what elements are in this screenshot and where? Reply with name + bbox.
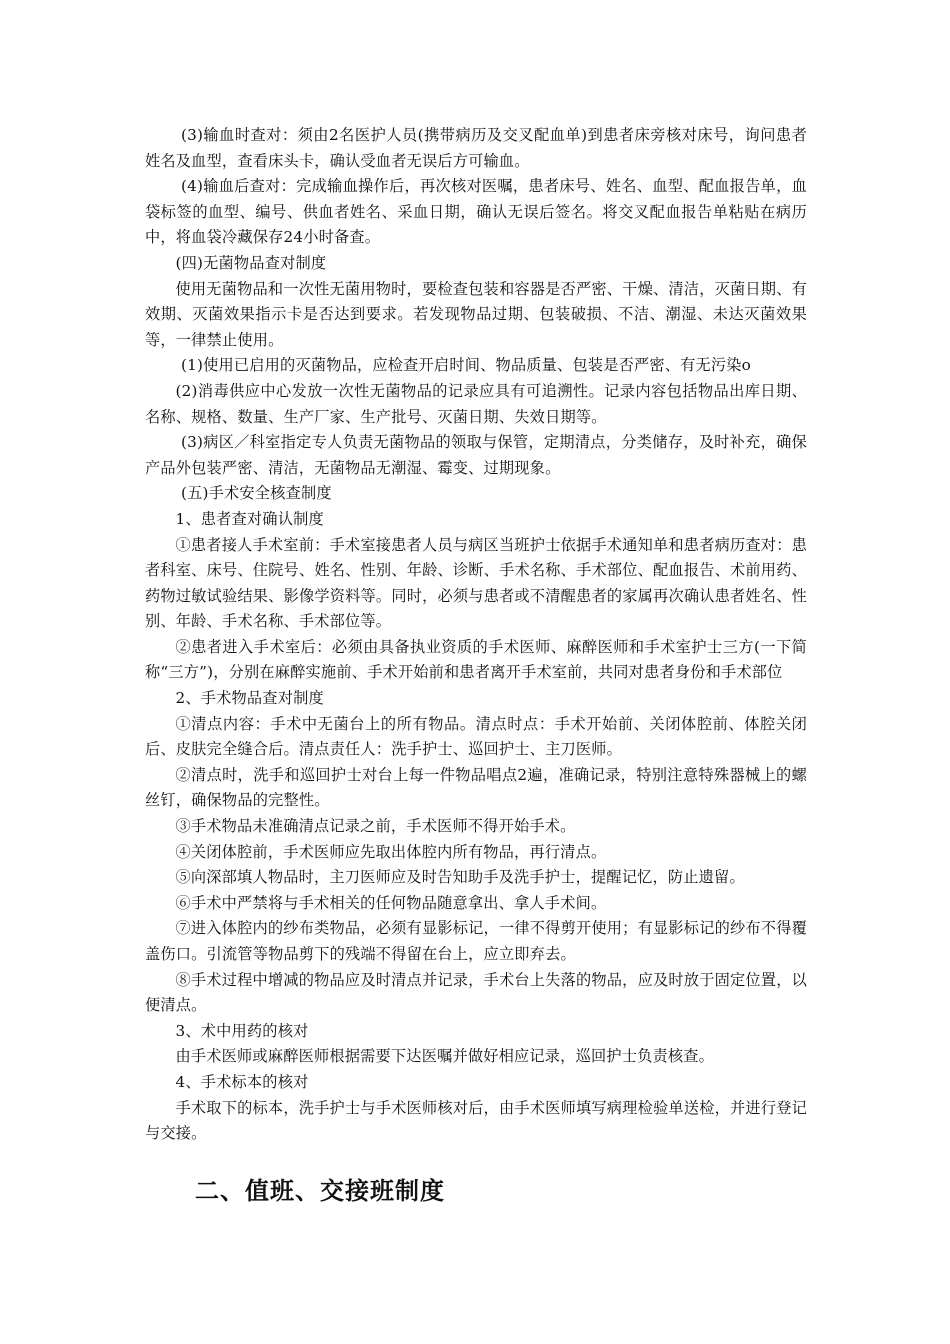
subheading-item-check: 2、手术物品查对制度 [175, 689, 324, 708]
document-body [145, 123, 807, 1147]
paragraph-transfusion-after: (4)输血后查对：完成输血操作后，再次核对医嘱，患者床号、姓名、血型、配血报告单，血袋标签的血型、编号、供血者姓名、采血日期，确认无误后签名。将交叉配血报告单粘贴在病历中，将血袋冷藏保存24小时备查。 [145, 177, 807, 247]
paragraph-item-check-6: ⑥手术中严禁将与手术相关的任何物品随意拿出、拿人手术间。 [175, 893, 607, 912]
paragraph-sterile-item-3: (3)病区／科室指定专人负责无菌物品的领取与保管，定期清点，分类储存，及时补充，确保产品外包装严密、清洁，无菌物品无潮湿、霉变、过期现象。 [145, 433, 807, 477]
paragraph-sterile-intro: 使用无菌物品和一次性无菌用物时，要检查包装和容器是否严密、干燥、清洁，灭菌日期、有效期、灭菌效果指示卡是否达到要求。若发现物品过期、包装破损、不洁、潮湿、未达灭菌效果等，一律禁止使用。 [145, 279, 807, 349]
paragraph-sterile-item-2: (2)消毒供应中心发放一次性无菌物品的记录应具有可追溯性。记录内容包括物品出库日期、名称、规格、数量、生产厂家、生产批号、灭菌日期、失效日期等。 [145, 381, 807, 426]
paragraph-patient-check-b: ②患者进入手术室后：必须由具备执业资质的手术医师、麻醉医师和手术室护士三方(一下简称“三方”)，分别在麻醉实施前、手术开始前和患者离开手术室前，共同对患者身份和手术部位 [145, 637, 807, 682]
subheading-sterile-check: (四)无菌物品查对制度 [175, 253, 327, 272]
paragraph-item-check-2: ②清点时，洗手和巡回护士对台上每一件物品唱点2遍，准确记录，特别注意特殊器械上的螺丝钉，确保物品的完整性。 [145, 765, 807, 810]
subheading-patient-check: 1、患者查对确认制度 [175, 509, 324, 528]
paragraph-item-check-8: ⑧手术过程中增减的物品应及时清点并记录，手术台上失落的物品，应及时放于固定位置，以便清点。 [145, 970, 807, 1015]
paragraph-item-check-1: ①清点内容：手术中无菌台上的所有物品。清点时点：手术开始前、关闭体腔前、体腔关闭后、皮肤完全缝合后。清点责任人：洗手护士、巡回护士、主刀医师。 [145, 714, 807, 759]
paragraph-medication-check: 由手术医师或麻醉医师根据需要下达医嘱并做好相应记录，巡回护士负责核查。 [175, 1047, 715, 1066]
paragraph-item-check-5: ⑤向深部填人物品时，主刀医师应及时告知助手及洗手护士，提醒记忆，防止遗留。 [175, 868, 745, 887]
subheading-medication-check: 3、术中用药的核对 [175, 1021, 309, 1040]
paragraph-item-check-7: ⑦进入体腔内的纱布类物品，必须有显影标记，一律不得剪开使用；有显影标记的纱布不得覆盖伤口。引流管等物品剪下的残端不得留在台上，应立即弃去。 [145, 919, 807, 963]
paragraph-sterile-item-1: (1)使用已启用的灭菌物品，应检查开启时间、物品质量、包装是否严密、有无污染o [181, 356, 752, 375]
paragraph-item-check-4: ④关闭体腔前，手术医师应先取出体腔内所有物品，再行清点。 [175, 842, 607, 861]
paragraph-transfusion-during: (3)输血时查对：须由2名医护人员(携带病历及交叉配血单)到患者床旁核对床号，询问患者姓名及血型，查看床头卡，确认受血者无误后方可输血。 [145, 126, 807, 170]
section-heading-duty-handover: 二、值班、交接班制度 [195, 1176, 445, 1205]
paragraph-specimen-check: 手术取下的标本，洗手护士与手术医师核对后，由手术医师填写病理检验单送检，并进行登记与交接。 [145, 1098, 807, 1143]
paragraph-patient-check-a: ①患者接人手术室前：手术室接患者人员与病区当班护士依据手术通知单和患者病历查对：患者科室、床号、住院号、姓名、性别、年龄、诊断、手术名称、手术部位、配血报告、术前用药、药物过敏试验结果、影像学资料等。同时，必须与患者或不清醒患者的家属再次确认患者姓名、性别、年龄、手术名称、手术部位等。 [145, 535, 807, 631]
subheading-specimen-check: 4、手术标本的核对 [175, 1072, 309, 1091]
subheading-surgery-safety: (五)手术安全核查制度 [181, 484, 332, 503]
paragraph-item-check-3: ③手术物品未准确清点记录之前，手术医师不得开始手术。 [175, 817, 576, 836]
